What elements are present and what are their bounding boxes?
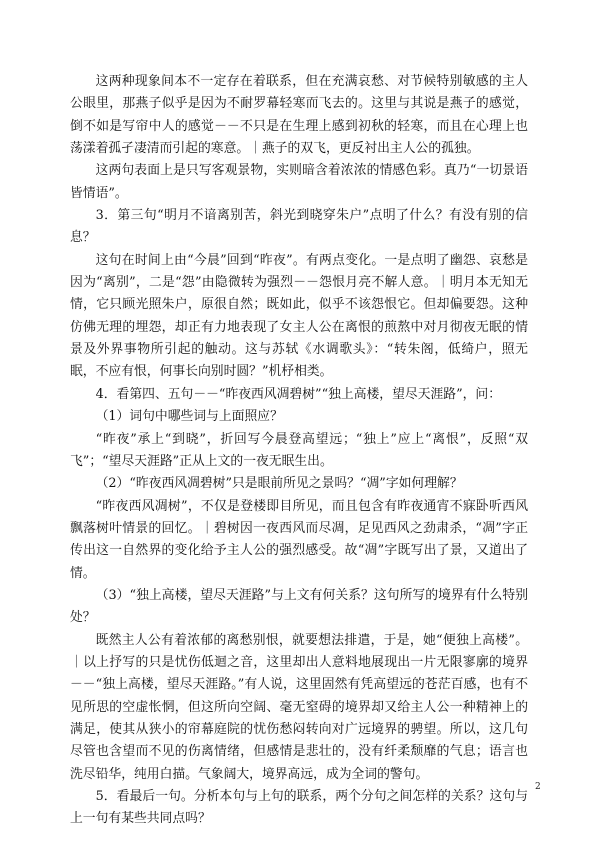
- question-4-2: （2）“昨夜西风凋碧树”只是眼前所见之景吗？“凋”字如何理解？: [95, 476, 463, 492]
- paragraph-swallow-analysis: 这两种现象间本不一定存在着联系，但在充满哀愁、对节候特别敏感的主人公眼里，那燕子似乎是因为不耐罗幕轻寒而飞去的。这里与其说是燕子的感觉，倒不如是写帘中人的感觉－－不只是在生理上感到初秋的轻寒，而且在心理上也荡漾着孤孑凄清而引起的寒意。｜燕子的双飞，更反衬出主人公的孤独。: [70, 74, 528, 157]
- answer-4-2: “昨夜西风凋树”，不仅是登楼即目所见，而且包含有昨夜通宵不寐卧听西风飘落树叶情景的回忆。｜碧树因一夜西风而尽凋，足见西风之劲肃杀，“凋”字正传出这一自然界的变化给予主人公的强烈感受。故“凋”字既写出了景，又道出了情。: [70, 498, 528, 581]
- question-4: 4．看第四、五句－－“昨夜西风凋碧树”“独上高楼，望尽天涯路”，问：: [95, 386, 502, 402]
- answer-4-3: 既然主人公有着浓郁的离愁别恨，就要想法排遣，于是，她“便独上高楼”。｜以上抒写的只是忧伤低迴之音，这里却出人意料地展现出一片无限寥廓的境界－－“独上高楼，望尽天涯路。”有人说，这里固然有凭高望远的苍茫百感，也有不见所思的空虚怅惘，但这所向空阔、毫无窒碍的境界却又给主人公一种精神上的满足，使其从狭小的帘幕庭院的忧伤愁闷转向对广远境界的骋望。所以，这几句尽管也含望而不见的伤离情绪，但感情是悲壮的，没有纤柔颓靡的气息；语言也洗尽铅华，纯用白描。气象阔大，境界高远，成为全词的警句。: [70, 632, 528, 782]
- page-body: [70, 71, 528, 831]
- answer-4-1: “昨夜”承上“到晓”，折回写今晨登高望远；“独上”应上“离恨”，反照“双飞”；“望尽天涯路”正从上文的一夜无眠生出。: [70, 431, 528, 469]
- question-5: 5．看最后一句。分析本句与上句的联系，两个分句之间怎样的关系？这句与上一句有某些共同点吗？: [70, 789, 528, 827]
- answer-3: 这句在时间上由“今晨”回到“昨夜”。有两点变化。一是点明了幽怨、哀愁是因为“离别”，二是“怨”由隐微转为强烈－－怨恨月亮不解人意。｜明月本无知无情，它只顾光照朱户，原很自然；既如此，似乎不该怨恨它。但却偏要怨。这种仿佛无理的埋怨，却正有力地表现了女主人公在离恨的煎熬中对月彻夜无眠的情景及外界事物所引起的触动。这与苏轼《水调歌头》：“转朱阁，低绮户，照无眠，不应有恨，何事长向别时圆？”机杼相类。: [70, 252, 528, 380]
- paragraph-scenery-emotion: 这两句表面上是只写客观景物，实则暗含着浓浓的情感色彩。真乃“一切景语皆情语”。: [70, 163, 528, 201]
- question-4-3: （3）“独上高楼，望尽天涯路”与上文有何关系？这句所写的境界有什么特别处？: [70, 587, 528, 626]
- question-4-1: （1）词句中哪些词与上面照应？: [95, 409, 283, 425]
- page-number: 2: [535, 782, 541, 792]
- question-3: 3．第三句“明月不谙离别苦，斜光到晓穿朱户”点明了什么？有没有别的信息？: [70, 208, 528, 246]
